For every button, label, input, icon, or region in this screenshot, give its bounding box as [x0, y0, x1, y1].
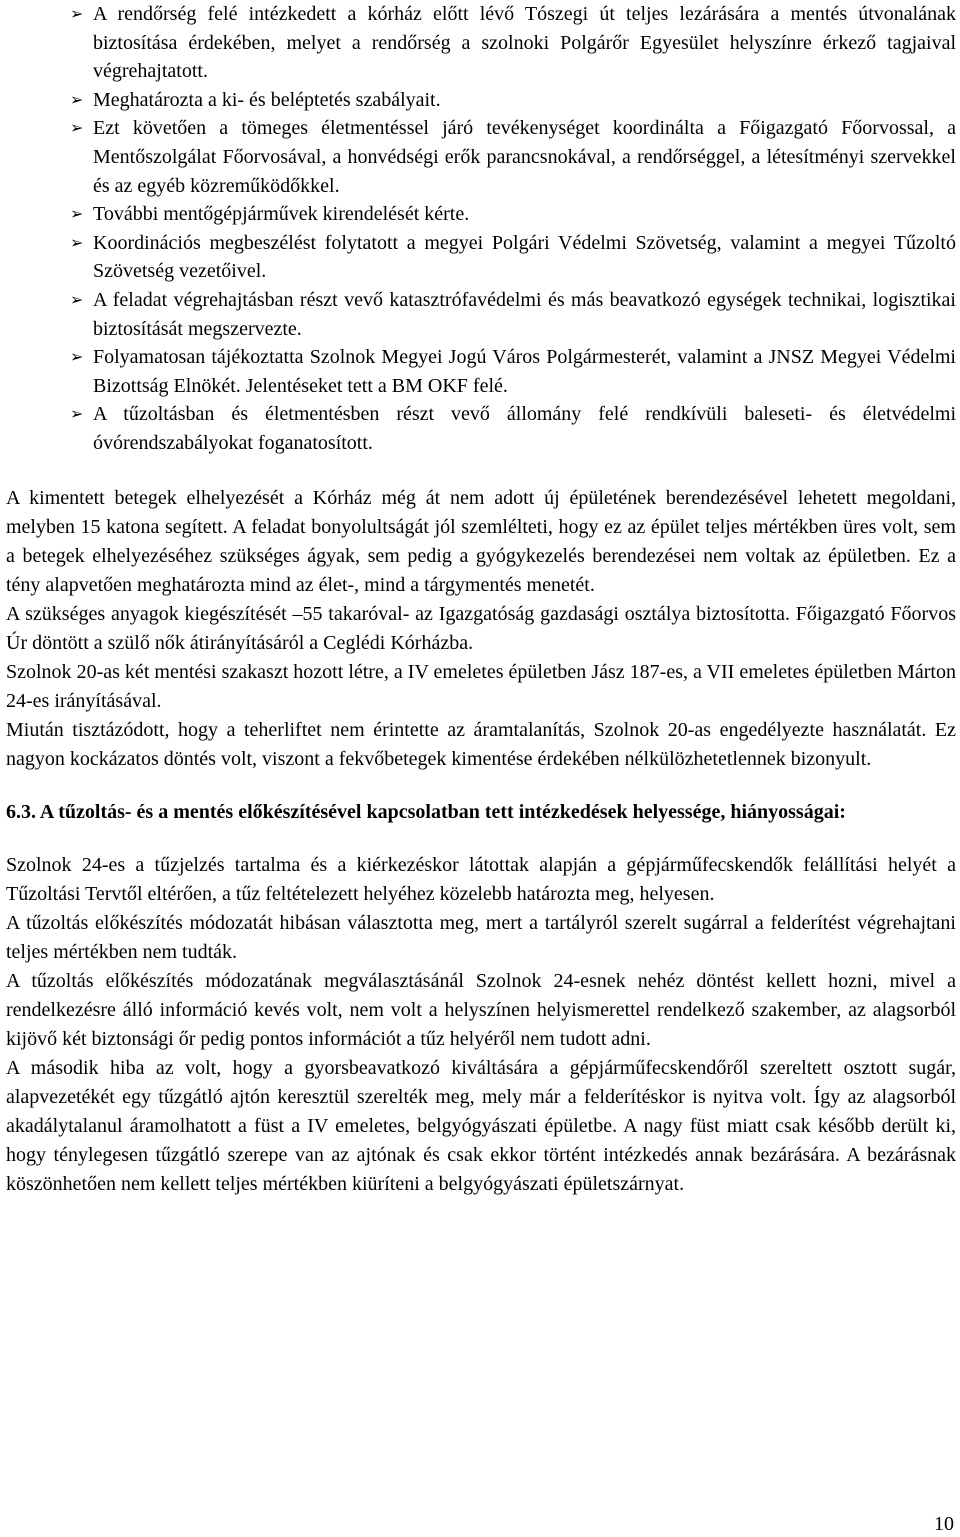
- page-number: 10: [934, 1513, 954, 1535]
- arrow-bullet-icon: ➢: [70, 118, 84, 138]
- arrow-bullet-icon: ➢: [70, 232, 84, 252]
- paragraph: A szükséges anyagok kiegészítését –55 takaróval- az Igazgatóság gazdasági osztálya biztosította. Főigazgató Főorvos Úr döntött a szülő nők átirányításáról a Ceglédi Kórházba.: [6, 602, 956, 654]
- bullet-item: [6, 86, 956, 115]
- arrow-bullet-icon: ➢: [70, 204, 84, 224]
- bullet-item: [6, 200, 956, 229]
- section-heading: 6.3. A tűzoltás- és a mentés előkészítésével kapcsolatban tett intézkedések helyessége, hiányosságai:: [6, 800, 846, 823]
- bullet-item: [6, 229, 956, 286]
- bullet-text: Ezt követően a tömeges életmentéssel járó tevékenységet koordinálta a Főigazgató Főorvossal, a Mentőszolgálat Főorvosával, a honvédségi erők parancsnokával, a rendőrséggel, a létesítményi szervekkel és az egyéb közreműködőkkel.: [93, 117, 956, 197]
- paragraph: A tűzoltás előkészítés módozatát hibásan választotta meg, mert a tartályról szerelt sugárral a felderítést végrehajtani teljes mértékben nem tudták.: [6, 911, 956, 963]
- body-section-1: [6, 484, 956, 774]
- document-page: [6, 0, 956, 1199]
- bullet-text: Folyamatosan tájékoztatta Szolnok Megyei Jogú Város Polgármesterét, valamint a JNSZ Megyei Védelmi Bizottság Elnökét. Jelentéseket tett a BM OKF felé.: [93, 346, 956, 397]
- bullet-text: A tűzoltásban és életmentésben részt vevő állomány felé rendkívüli baleseti- és életvédelmi óvórendszabályokat foganatosított.: [93, 403, 956, 454]
- bullet-text: Meghatározta a ki- és beléptetés szabályait.: [93, 88, 441, 111]
- bullet-item: [6, 114, 956, 200]
- paragraph: Szolnok 24-es a tűzjelzés tartalma és a kiérkezéskor látottak alapján a gépjárműfecskendők felállítási helyét a Tűzoltási Tervtől eltérően, a tűz feltételezett helyéhez közelebb határozta meg, helyesen.: [6, 853, 956, 905]
- bullet-text: A feladat végrehajtásban részt vevő katasztrófavédelmi és más beavatkozó egységek technikai, logisztikai biztosítását megszervezte.: [93, 288, 956, 340]
- arrow-bullet-icon: ➢: [70, 89, 84, 109]
- paragraph: A második hiba az volt, hogy a gyorsbeavatkozó kiváltására a gépjárműfecskendőről szereltett osztott sugár, alapvezetékét egy tűzgátló ajtón keresztül szerelték meg, mely már a felderítéskor is nyitva volt. Így az alagsorból akadálytalanul áramolhatott a füst a IV emeletes, belgyógyászati épületbe. A nagy füst miatt csak később derült ki, hogy ténylegesen tűzgátló szerepe van az ajtónak és csak ekkor történt intézkedés annak bezárására. A bezárásnak köszönhetően nem kellett teljes mértékben kiüríteni a belgyógyászati épületszárnyat.: [6, 1056, 956, 1195]
- paragraph: A kimentett betegek elhelyezését a Kórház még át nem adott új épületének berendezésével lehetett megoldani, melyben 15 katona segített. A feladat bonyolultságát jól szemlélteti, hogy ez az épület teljes mértékben üres volt, sem a betegek elhelyezéséhez szükséges ágyak, sem pedig a gyógykezelés berendezései nem voltak az épületben. Ez a tény alapvetően meghatározta mind az élet-, mind a tárgymentés menetét.: [6, 486, 956, 596]
- bullet-text: További mentőgépjárművek kirendelését kérte.: [93, 203, 470, 226]
- bullet-item: [6, 343, 956, 400]
- arrow-bullet-icon: ➢: [70, 404, 84, 424]
- arrow-bullet-icon: ➢: [70, 347, 84, 367]
- bullet-item: [6, 400, 956, 457]
- paragraph: A tűzoltás előkészítés módozatának megválasztásánál Szolnok 24-esnek nehéz döntést kellett hozni, mivel a rendelkezésre álló információ kevés volt, nem volt a helyszínen helyismerettel rendelkező szakember, az alagsorból kijövő két biztonsági őr pedig pontos információt a tűz helyéről nem tudott adni.: [6, 969, 956, 1050]
- measures-bullet-list: [6, 0, 956, 458]
- arrow-bullet-icon: ➢: [70, 4, 84, 23]
- arrow-bullet-icon: ➢: [70, 289, 84, 309]
- bullet-text: A rendőrség felé intézkedett a kórház előtt lévő Tószegi út teljes lezárására a mentés útvonalának biztosítása érdekében, melyet a rendőrség a szolnoki Polgárőr Egyesület helyszínre érkező tagjaival végrehajtatott.: [93, 3, 956, 83]
- bullet-text: Koordinációs megbeszélést folytatott a megyei Polgári Védelmi Szövetség, valamint a megyei Tűzoltó Szövetség vezetőivel.: [93, 231, 956, 283]
- bullet-item: [6, 0, 956, 86]
- bullet-item: [6, 286, 956, 343]
- paragraph: Szolnok 20-as két mentési szakaszt hozott létre, a IV emeletes épületben Jász 187-es, a VII emeletes épületben Márton 24-es irányításával.: [6, 660, 956, 712]
- body-section-2: [6, 851, 956, 1199]
- paragraph: Miután tisztázódott, hogy a teherliftet nem érintette az áramtalanítás, Szolnok 20-as engedélyezte használatát. Ez nagyon kockázatos döntés volt, viszont a fekvőbetegek kimentése érdekében nélkülözhetetlennek bizonyult.: [6, 718, 956, 770]
